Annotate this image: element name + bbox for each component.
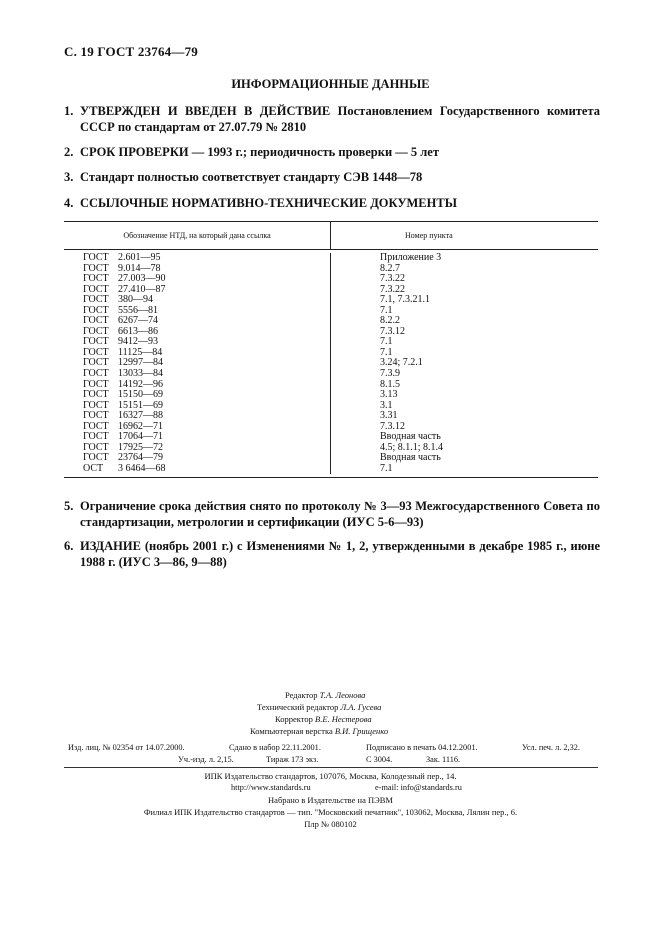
table-row-clause: 8.1.5	[380, 378, 400, 390]
item-number: 3.	[64, 170, 74, 184]
doc-type: ГОСТ	[83, 389, 109, 401]
staff-name: В.Е. Нестерова	[315, 714, 372, 724]
doc-number: 13033—84	[118, 368, 163, 380]
doc-type: ГОСТ	[83, 294, 109, 306]
doc-type: ГОСТ	[83, 452, 109, 464]
doc-number: 15150—69	[118, 389, 163, 401]
table-row-clause: 4.5; 8.1.1; 8.1.4	[380, 441, 444, 453]
item-text: — 1993 г.; периодичность проверки — 5 лет	[188, 145, 439, 159]
table-row-document	[64, 369, 330, 380]
table-row-clause: 3.13	[380, 389, 398, 401]
item-caps: УТВЕРЖДЕН И ВВЕДЕН В ДЕЙСТВИЕ	[80, 104, 331, 118]
doc-type: ГОСТ	[83, 399, 109, 411]
circulation: Тираж 173 экз.	[266, 755, 319, 764]
references-table	[64, 221, 598, 478]
doc-number: 3 6464—68	[118, 462, 166, 474]
table-row-clause: 7.1	[380, 462, 393, 474]
table-row-document	[64, 253, 330, 264]
table-row-clause: Вводная часть	[380, 431, 441, 443]
staff-role: Технический редактор	[257, 702, 339, 712]
doc-type: ГОСТ	[83, 368, 109, 380]
doc-type: ГОСТ	[83, 252, 109, 263]
section-title: ИНФОРМАЦИОННЫЕ ДАННЫЕ	[231, 77, 430, 91]
info-item-2	[64, 144, 600, 160]
staff-role: Компьютерная верстка	[250, 726, 333, 736]
table-row-clause: 7.1, 7.3.21.1	[380, 294, 430, 306]
item-text: Постановлением Государственного комитета СССР по стандартам от 27.07.79 № 2810	[80, 104, 601, 134]
table-row-clause: 3.31	[380, 410, 398, 422]
table-row-clause: 7.3.9	[380, 368, 400, 380]
staff-name: Л.А. Гусева	[340, 702, 382, 712]
info-item-5	[64, 498, 600, 530]
doc-number: 6613—86	[118, 325, 158, 337]
doc-type: ГОСТ	[83, 273, 109, 285]
doc-number: 23764—79	[118, 452, 163, 464]
doc-number: 9.014—78	[118, 262, 161, 274]
staff-layout	[250, 726, 388, 736]
info-item-6	[64, 538, 600, 570]
table-row-clause: 3.24; 7.2.1	[380, 357, 423, 369]
info-item-1	[64, 103, 600, 135]
table-row-clause: 7.1	[380, 304, 393, 316]
doc-number: 17925—72	[118, 441, 163, 453]
doc-number: 2.601—95	[118, 252, 161, 263]
item-number: 2.	[64, 145, 74, 159]
license: Изд. лиц. № 02354 от 14.07.2000.	[68, 743, 185, 752]
item-text: (ноябрь 2001 г.) с Изменениями № 1, 2, утвержденными в декабре 1985 г., июне 1988 г. (ИУС 3—86, 9—88)	[80, 539, 600, 569]
table-row-clause: 7.1	[380, 336, 393, 348]
doc-type: ОСТ	[83, 462, 104, 474]
table-row-clause: 7.3.12	[380, 325, 405, 337]
info-item-3	[64, 169, 600, 185]
doc-number: 15151—69	[118, 399, 163, 411]
doc-type: ГОСТ	[83, 431, 109, 443]
doc-type: ГОСТ	[83, 315, 109, 327]
staff-name: В.И. Грищенко	[334, 726, 389, 736]
doc-type: ГОСТ	[83, 378, 109, 390]
doc-number: 9412—93	[118, 336, 158, 348]
doc-type: ГОСТ	[83, 262, 109, 274]
staff-name: Т.А. Леонова	[319, 690, 366, 700]
item-number: 5.	[64, 499, 74, 513]
order-number: Зак. 1116.	[426, 755, 461, 764]
table-row-clause: 3.1	[380, 399, 393, 411]
doc-type: ГОСТ	[83, 325, 109, 337]
doc-type: ГОСТ	[83, 357, 109, 369]
table-row-document	[64, 453, 330, 464]
print-sheets: Усл. печ. л. 2,32.	[522, 743, 580, 752]
table-row-clause: 7.3.22	[380, 273, 405, 285]
table-row-clause: 8.2.2	[380, 315, 400, 327]
doc-number: 17064—71	[118, 431, 163, 443]
doc-number: 27.410—87	[118, 283, 166, 295]
staff-proofreader	[275, 714, 372, 724]
publisher-address: ИПК Издательство стандартов, 107076, Москва, Колодезный пер., 14.	[204, 771, 457, 781]
website: http://www.standards.ru	[231, 783, 311, 792]
order-c: С 3004.	[366, 755, 393, 764]
item-caps: ИЗДАНИЕ	[80, 539, 141, 553]
table-header	[64, 222, 598, 250]
doc-number: 380—94	[118, 294, 153, 306]
table-row-clause: 7.3.22	[380, 283, 405, 295]
documents-column	[64, 253, 331, 474]
table-row-clause: Приложение 3	[380, 252, 442, 263]
doc-type: ГОСТ	[83, 304, 109, 316]
item-caps: СРОК ПРОВЕРКИ	[80, 145, 189, 159]
sent-to-set: Сдано в набор 22.11.2001.	[229, 743, 321, 752]
col-header-clause: Номер пункта	[405, 231, 453, 240]
item-number: 4.	[64, 196, 74, 210]
branch-address: Филиал ИПК Издательство стандартов — тип. "Московский печатник", 103062, Москва, Лялин пер., 6.	[143, 807, 518, 817]
doc-type: ГОСТ	[83, 346, 109, 358]
doc-type: ГОСТ	[83, 441, 109, 453]
item-caps: ССЫЛОЧНЫЕ НОРМАТИВНО-ТЕХНИЧЕСКИЕ ДОКУМЕНТЫ	[80, 196, 457, 210]
info-item-4	[64, 195, 600, 211]
email: e-mail: info@standards.ru	[375, 783, 462, 792]
item-text: Стандарт полностью соответствует стандарту СЭВ 1448—78	[80, 170, 423, 184]
table-row-clause: Вводная часть	[380, 452, 441, 464]
doc-type: ГОСТ	[83, 410, 109, 422]
doc-number: 14192—96	[118, 378, 163, 390]
plr-number: Плр № 080102	[304, 819, 357, 829]
table-row-clause: 8.2.7	[380, 262, 400, 274]
doc-number: 16962—71	[118, 420, 163, 432]
staff-role: Корректор	[275, 714, 313, 724]
doc-number: 11125—84	[118, 346, 163, 358]
col-header-document: Обозначение НТД, на который дана ссылка	[64, 222, 331, 249]
staff-role: Редактор	[285, 690, 318, 700]
clauses-column	[331, 253, 598, 474]
edit-sheets: Уч.-изд. л. 2,15.	[178, 755, 234, 764]
doc-number: 16327—88	[118, 410, 163, 422]
divider	[64, 767, 598, 768]
item-number: 1.	[64, 104, 74, 118]
doc-type: ГОСТ	[83, 336, 109, 348]
item-text: Ограничение срока действия снято по протоколу № 3—93 Межгосударственного Совета по стандартизации, метрологии и сертификации (ИУС 5-6—93)	[80, 499, 600, 529]
table-row-document	[64, 464, 330, 475]
doc-number: 27.003—90	[118, 273, 166, 285]
doc-number: 12997—84	[118, 357, 163, 369]
doc-type: ГОСТ	[83, 283, 109, 295]
doc-type: ГОСТ	[83, 420, 109, 432]
doc-number: 6267—74	[118, 315, 158, 327]
table-row-clause: 7.3.12	[380, 420, 405, 432]
page-header: С. 19 ГОСТ 23764—79	[64, 44, 198, 59]
item-number: 6.	[64, 539, 74, 553]
typeset-note: Набрано в Издательстве на ПЭВМ	[268, 795, 393, 805]
doc-number: 5556—81	[118, 304, 158, 316]
staff-tech-editor	[257, 702, 381, 712]
table-row-clause: 7.1	[380, 346, 393, 358]
signed-to-print: Подписано в печать 04.12.2001.	[366, 743, 478, 752]
staff-editor	[285, 690, 365, 700]
